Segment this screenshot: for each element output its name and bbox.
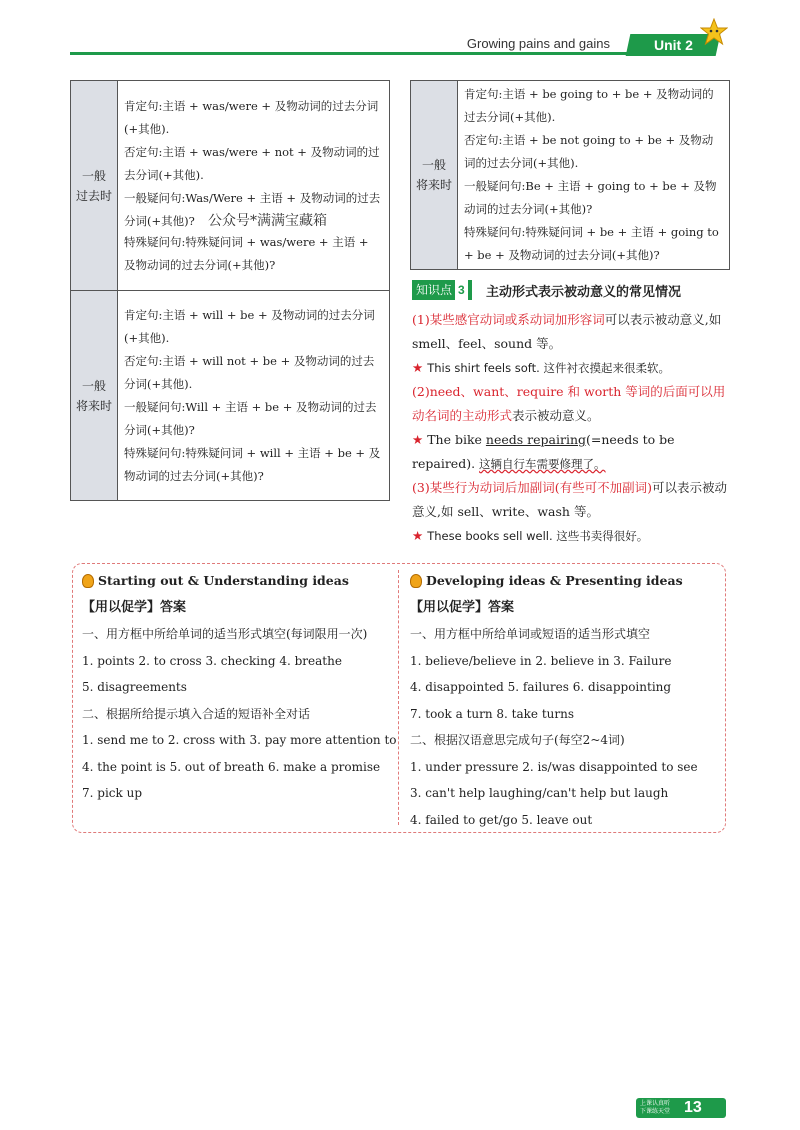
table-row <box>71 81 390 291</box>
running-header-title: Growing pains and gains <box>466 36 610 51</box>
star-bullet-icon: ★ <box>412 528 424 543</box>
table-row <box>411 81 730 270</box>
tense-label: 一般 过去时 <box>71 81 118 291</box>
answers-left-column <box>82 568 397 807</box>
section-heading: Starting out & Understanding ideas <box>82 568 397 595</box>
wh-question-rule: 特殊疑问句:特殊疑问词 + be + 主语 + going to + be + 及物动词的过去分词(+其他)? <box>464 225 719 262</box>
answer-line: 5. disagreements <box>82 680 187 694</box>
answer-line: 1. points 2. to cross 3. checking 4. breathe <box>82 653 342 668</box>
tense-label: 一般 将来时 <box>71 291 118 501</box>
header-rule <box>70 52 630 55</box>
exercise-instruction: 二、根据所给提示填入合适的短语补全对话 <box>82 706 311 721</box>
exercise-instruction: 一、用方框中所给单词的适当形式填空(每词限用一次) <box>82 627 368 641</box>
answer-line: 1. believe/believe in 2. believe in 3. Failure <box>410 653 672 668</box>
exercise-instruction: 一、用方框中所给单词或短语的适当形式填空 <box>410 627 651 641</box>
answer-line: 7. pick up <box>82 786 142 800</box>
example-2: ★ The bike needs repairing(=needs to be repaired). 这辆自行车需要修理了。 <box>412 432 675 471</box>
tense-rules <box>458 81 730 270</box>
unit-badge: Unit 2 <box>626 34 721 56</box>
yes-no-question-rule: 一般疑问句:Will + 主语 + be + 及物动词的过去分词(+其他)? <box>124 399 377 437</box>
negative-rule: 否定句:主语 + will not + be + 及物动词的过去分词(+其他). <box>124 353 375 391</box>
negative-rule: 否定句:主语 + be not going to + be + 及物动词的过去分词(+其他). <box>464 133 714 170</box>
rule-1: (1)某些感官动词或系动词加形容词可以表示被动意义,如 smell、feel、sound 等。 <box>412 312 722 351</box>
page-number: 13 <box>684 1099 702 1116</box>
answers-right-column <box>410 568 725 833</box>
answer-line: 4. the point is 5. out of breath 6. make a promise <box>82 759 381 774</box>
tense-label: 一般 将来时 <box>411 81 458 270</box>
example-3: ★ These books sell well. 这些书卖得很好。 <box>412 528 649 543</box>
example-1: ★ This shirt feels soft. 这件衬衣摸起来很柔软。 <box>412 360 670 375</box>
exercise-instruction: 二、根据汉语意思完成句子(每空2~4词) <box>410 733 625 747</box>
answer-line: 1. under pressure 2. is/was disappointed to see <box>410 759 698 774</box>
tense-rules <box>118 291 390 501</box>
answer-line: 3. can't help laughing/can't help but laugh <box>410 786 669 800</box>
answer-line: 4. disappointed 5. failures 6. disappointing <box>410 680 672 694</box>
lightbulb-icon <box>82 574 94 588</box>
watermark-text: 公众号*满满宝藏箱 <box>208 212 327 229</box>
left-grammar-table <box>70 80 390 501</box>
tense-rules <box>118 81 390 291</box>
rule-2: (2)need、want、require 和 worth 等词的后面可以用动名词的主动形式表示被动意义。 <box>412 384 726 423</box>
answers-heading: 【用以促学】答案 <box>82 599 187 615</box>
star-bullet-icon: ★ <box>412 432 424 447</box>
knowledge-point-title: 主动形式表示被动意义的常见情况 <box>486 285 682 300</box>
answers-heading: 【用以促学】答案 <box>410 599 515 615</box>
knowledge-point-tag: 知识点 3 <box>412 280 472 300</box>
knowledge-point-number: 3 <box>455 280 468 300</box>
answer-line: 7. took a turn 8. take turns <box>410 706 575 721</box>
table-row <box>71 291 390 501</box>
yes-no-question-rule: 一般疑问句:Was/Were + 主语 + 及物动词的过去分词(+其他)? <box>124 190 381 228</box>
negative-rule: 否定句:主语 + was/were + not + 及物动词的过去分词(+其他). <box>124 144 380 182</box>
section-heading: Developing ideas & Presenting ideas <box>410 568 725 595</box>
right-grammar-table <box>410 80 730 270</box>
answer-line: 4. failed to get/go 5. leave out <box>410 812 593 827</box>
affirmative-rule: 肯定句:主语 + was/were + 及物动词的过去分词(+其他). <box>124 98 379 136</box>
wh-question-rule: 特殊疑问句:特殊疑问词 + will + 主语 + be + 及物动词的过去分词(+其他)? <box>124 445 381 483</box>
footer-slogan: 上课认真听 下课练天堂 <box>640 1100 671 1115</box>
answer-line: 1. send me to 2. cross with 3. pay more attention to <box>82 733 397 747</box>
affirmative-rule: 肯定句:主语 + be going to + be + 及物动词的过去分词(+其他). <box>464 87 714 124</box>
star-mascot-icon <box>700 18 728 46</box>
page-number-badge <box>636 1098 726 1118</box>
wh-question-rule: 特殊疑问句:特殊疑问词 + was/were + 主语 + 及物动词的过去分词(+其他)? <box>124 234 369 272</box>
affirmative-rule: 肯定句:主语 + will + be + 及物动词的过去分词(+其他). <box>124 307 375 345</box>
star-bullet-icon: ★ <box>412 360 424 375</box>
rule-3: (3)某些行为动词后加副词(有些可不加副词)可以表示被动意义,如 sell、write、wash 等。 <box>412 480 727 519</box>
yes-no-question-rule: 一般疑问句:Be + 主语 + going to + be + 及物动词的过去分词(+其他)? <box>464 179 717 216</box>
knowledge-point-body <box>412 308 732 548</box>
answer-box-divider <box>398 570 399 825</box>
lightbulb-icon <box>410 574 422 588</box>
